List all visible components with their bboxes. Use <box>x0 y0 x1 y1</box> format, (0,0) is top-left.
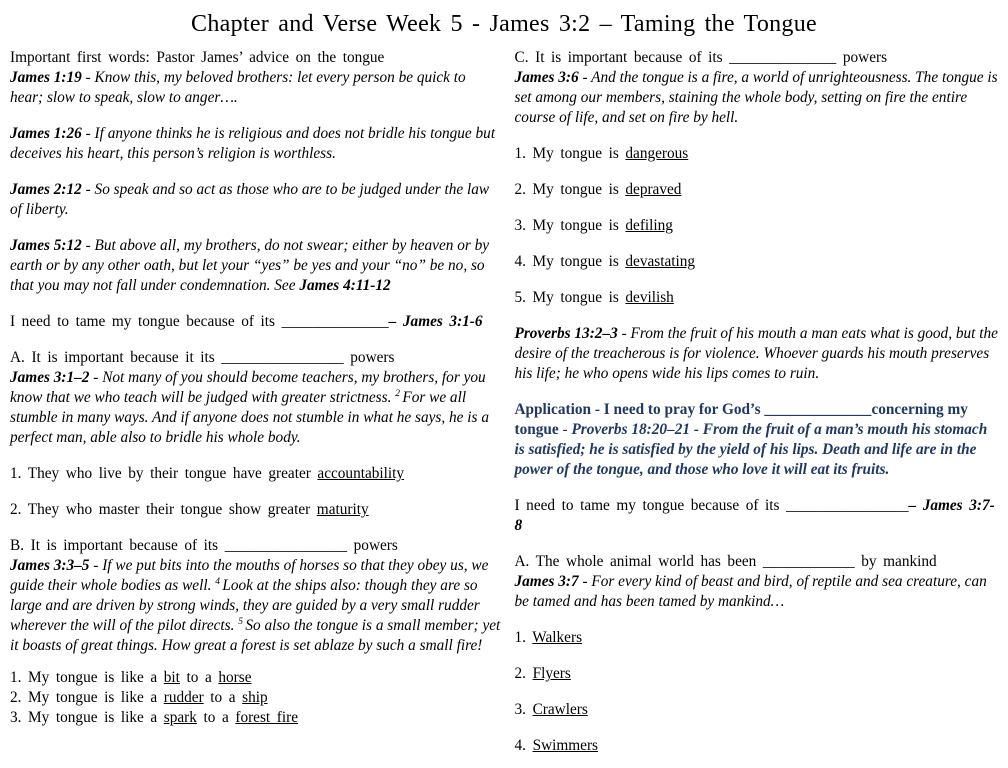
worksheet-page <box>0 11 1008 768</box>
verse-proverbs-13-2-3 <box>515 324 1001 384</box>
text-run: Crawlers <box>532 701 588 718</box>
text-run: James 3:6 <box>514 69 579 86</box>
text-run: A. The whole animal world has been <box>514 553 763 570</box>
text-run: 2. <box>514 665 533 682</box>
text-run: - From the fruit of a man’s mouth his stomach is satisfied; he is satisfied by the yield of his lips. Death and life are in the power of the tongue, and those who love it will eat its fruits. <box>514 421 988 478</box>
fill-in-blank: ____________ <box>762 553 855 570</box>
text-run: 3. My tongue is <box>514 217 626 234</box>
verse-james-5-12 <box>10 236 501 296</box>
fill-in-blank: ________________ <box>786 497 909 514</box>
text-run: depraved <box>625 181 682 198</box>
animal-item-3 <box>515 700 1001 720</box>
tongue-item-4 <box>515 252 1001 272</box>
text-run: - So speak and so act as those who are to be judged under the law of liberty. <box>10 181 490 218</box>
text-run: to a <box>196 709 236 726</box>
animal-item-2 <box>515 664 1001 684</box>
text-run: - If anyone thinks he is religious and does not bridle his tongue but deceives his heart, this person’s religion is worthless. <box>10 125 496 162</box>
text-run: - <box>558 421 572 438</box>
text-run: to a <box>179 669 219 686</box>
fill-in-blank: ________________ <box>224 537 348 554</box>
fill-in-blank: ________________ <box>221 349 344 366</box>
text-run: to a <box>203 689 243 706</box>
verse-james-3-7 <box>515 572 1001 612</box>
text-run: I need to tame my tongue because of its <box>514 497 787 514</box>
text-run: 2. My tongue is <box>514 181 626 198</box>
text-run: So also the tongue is a small member; yet it boasts of great things. How great a forest is set ablaze by such a small fire! <box>10 617 501 654</box>
point-a-heading <box>10 348 501 368</box>
animal-item-4 <box>515 736 1001 756</box>
text-run: 2. My tongue is like a <box>10 689 164 706</box>
animal-item-1 <box>515 628 1001 648</box>
text-run: powers <box>343 349 395 366</box>
point-a-item-1 <box>10 464 501 484</box>
text-run: Swimmers <box>532 737 599 754</box>
text-run: 5 <box>238 616 246 627</box>
text-run: - And the tongue is a fire, a world of unrighteousness. The tongue is set among our members, staining the whole body, setting on fire the entire course of life, and set on fire by hell. <box>514 69 998 126</box>
text-run: James 4:11-12 <box>299 277 391 294</box>
text-run: horse <box>218 669 252 686</box>
text-run: Application - I need to pray for God’s <box>514 401 765 418</box>
text-run: ship <box>242 689 268 706</box>
simile-item-1 <box>10 668 501 688</box>
text-run: powers <box>836 49 888 66</box>
fill-in-blank: ______________ <box>764 401 872 418</box>
page-title: Chapter and Verse Week 5 - James 3:2 – Taming the Tongue <box>191 11 817 37</box>
text-run: 1. My tongue is <box>514 145 626 162</box>
tongue-item-1 <box>515 144 1001 164</box>
text-run: I need to tame my tongue because of its <box>10 313 282 330</box>
fill-in-blank: ______________ <box>281 313 389 330</box>
simile-item-3 <box>10 708 501 728</box>
text-run: 4. My tongue is <box>514 253 626 270</box>
point-a-item-2 <box>10 500 501 520</box>
text-run: maturity <box>316 501 369 518</box>
text-run: James 1:19 <box>10 69 82 86</box>
text-run: Walkers <box>532 629 583 646</box>
text-run: James 2:12 <box>10 181 82 198</box>
two-column-body <box>0 48 1008 768</box>
text-run: devilish <box>625 289 674 306</box>
text-run: spark <box>163 709 197 726</box>
text-run: B. It is important because of its <box>10 537 225 554</box>
left-column <box>10 48 501 744</box>
text-run: A. It is important because it its <box>10 349 222 366</box>
text-run: 2. They who master their tongue show greater <box>10 501 317 518</box>
text-run: 1. My tongue is like a <box>10 669 164 686</box>
text-run: Flyers <box>532 665 571 682</box>
text-run: 3. My tongue is like a <box>10 709 164 726</box>
verse-james-2-12 <box>10 180 501 220</box>
text-run: - If we put bits into the mouths of horses so that they obey us, we guide their whole bodies as well. <box>10 557 489 594</box>
text-run: defiling <box>625 217 673 234</box>
text-run: - Know this, my beloved brothers: let every person be quick to hear; slow to speak, slow to anger…. <box>10 69 466 106</box>
text-run: James 3:3–5 <box>10 557 90 574</box>
tongue-item-5 <box>515 288 1001 308</box>
fill-in-blank: ______________ <box>729 49 837 66</box>
tame-statement-james-3-7-8 <box>515 496 1001 536</box>
text-run: - For every kind of beast and bird, of reptile and sea creature, can be tamed and has been tamed by mankind… <box>514 573 987 610</box>
text-run: - But above all, my brothers, do not swear; either by heaven or by earth or by any other oath, but let your “yes” be yes and your “no” be no, so that you may not fall under condemnation. See <box>10 237 490 294</box>
verse-james-1-26 <box>10 124 501 164</box>
text-run: Proverbs 13:2–3 <box>514 325 618 342</box>
point-c-heading <box>515 48 1001 68</box>
point-b-heading <box>10 536 501 556</box>
right-column <box>515 48 1001 768</box>
tongue-item-3 <box>515 216 1001 236</box>
intro-line <box>10 48 501 68</box>
text-run: bit <box>163 669 180 686</box>
text-run: James 1:26 <box>10 125 82 142</box>
text-run: accountability <box>317 465 405 482</box>
text-run: – James 3:7-8 <box>514 497 995 534</box>
text-run: concerning my tongue <box>514 401 968 438</box>
text-run: - Not many of you should become teachers, my brothers, for you know that we who teach will be judged with greater strictness. <box>10 369 486 406</box>
text-run: 1. <box>514 629 533 646</box>
text-run: Look at the ships also: though they are so large and are driven by strong winds, they are guided by a very small rudder wherever the will of the pilot directs. <box>10 577 480 634</box>
verse-james-1-19 <box>10 68 501 108</box>
text-run: devastating <box>625 253 696 270</box>
verse-james-3-6 <box>515 68 1001 128</box>
verse-james-3-1-2 <box>10 368 501 448</box>
simile-item-2 <box>10 688 501 708</box>
text-run: dangerous <box>625 145 689 162</box>
point-a2-heading <box>515 552 1001 572</box>
verse-james-3-3-5 <box>10 556 501 656</box>
tongue-item-2 <box>515 180 1001 200</box>
text-run: 2 <box>395 388 403 399</box>
text-run: by mankind <box>854 553 937 570</box>
text-run: Proverbs 18:20–21 <box>571 421 690 438</box>
text-run: 4. <box>514 737 533 754</box>
text-run: - From the fruit of his mouth a man eats what is good, but the desire of the treacherous is for violence. Whoever guards his mouth preserves his life; he who opens wide his lips comes to ruin. <box>514 325 998 382</box>
text-run: 4 <box>215 576 223 587</box>
text-run: C. It is important because of its <box>514 49 730 66</box>
text-run: Important first words: Pastor James’ advice on the tongue <box>10 49 385 66</box>
text-run: – James 3:1-6 <box>388 313 483 330</box>
text-run: James 3:7 <box>514 573 579 590</box>
tame-statement-james-3-1-6 <box>10 312 501 332</box>
text-run: powers <box>347 537 398 554</box>
text-run: 3. <box>514 701 533 718</box>
application-paragraph <box>515 400 1001 480</box>
text-run: rudder <box>163 689 204 706</box>
text-run: James 3:1–2 <box>10 369 90 386</box>
text-run: For we all stumble in many ways. And if anyone does not stumble in what he says, he is a perfect man, able also to bridle his whole body. <box>10 389 489 446</box>
text-run: 1. They who live by their tongue have greater <box>10 465 318 482</box>
text-run: James 5:12 <box>10 237 82 254</box>
text-run: 5. My tongue is <box>514 289 626 306</box>
text-run: forest fire <box>235 709 298 726</box>
